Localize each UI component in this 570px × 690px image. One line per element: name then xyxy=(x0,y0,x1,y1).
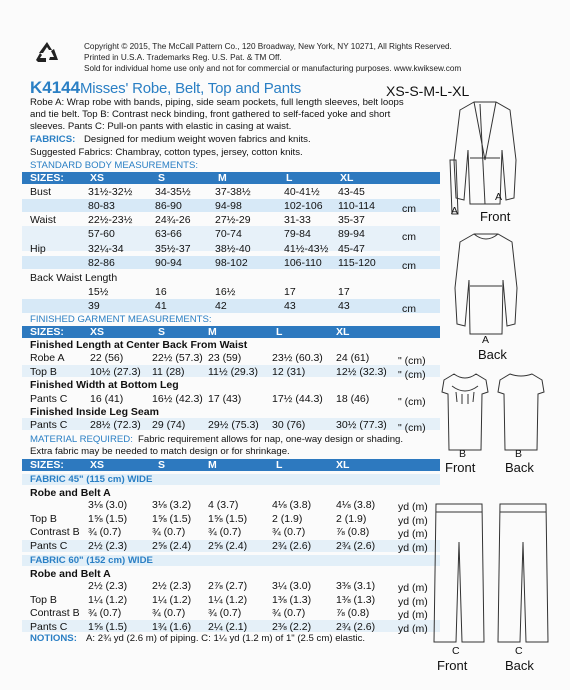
fin-size-s: S xyxy=(158,326,166,338)
bwl-m-cm: 42 xyxy=(215,300,227,312)
size-l: L xyxy=(286,172,293,184)
fabric45-unit: yd (m) xyxy=(398,501,428,513)
fabric60-value: ⅞ (0.8) xyxy=(336,607,370,619)
bust-m-cm: 94-98 xyxy=(215,200,242,212)
robe-back-label: Back xyxy=(478,347,507,362)
bust-unit: cm xyxy=(402,203,416,215)
fabric60-value: ¾ (0.7) xyxy=(208,607,242,619)
fin-pantsl-m: 29½ (75.3) xyxy=(208,419,259,431)
fabric60-unit: yd (m) xyxy=(398,595,428,608)
fabric45-value: 2⅝ (2.4) xyxy=(152,539,192,552)
pants-front-letter: C xyxy=(452,645,460,657)
fin-robe-xs: 22 (56) xyxy=(90,352,124,364)
bwl-s-cm: 41 xyxy=(155,300,167,312)
fabric45-value: ¾ (0.7) xyxy=(208,526,242,538)
notions-text: A: 2¾ yd (2.6 m) of piping. C: 1¼ yd (1.2 m) of 1" (2.5 cm) elastic. xyxy=(86,633,366,644)
fabric45-unit: yd (m) xyxy=(398,514,428,527)
fabric45-value: ⅞ (0.8) xyxy=(336,526,370,538)
robe60-label: Robe and Belt A xyxy=(30,568,111,580)
fin-pantsw-xl: 18 (46) xyxy=(336,393,370,405)
fabric-60-heading: FABRIC 60" (152 cm) WIDE xyxy=(30,555,153,566)
fin-size-m: M xyxy=(208,326,217,338)
fabric60-row-label: Contrast B xyxy=(30,607,80,619)
hip-m-cm: 98-102 xyxy=(215,257,248,269)
sizes-label-3: SIZES: xyxy=(30,459,64,471)
bwl-unit: cm xyxy=(402,303,416,315)
pattern-title: Misses' Robe, Belt, Top and Pants xyxy=(80,80,302,97)
fin-pantsl-xl: 30½ (77.3) xyxy=(336,419,387,431)
fabric45-value: 2½ (2.3) xyxy=(88,539,128,552)
fin-robe-s: 22½ (57.3) xyxy=(152,352,203,364)
fin-pantsl-unit: " (cm) xyxy=(398,422,426,434)
fabric60-unit: yd (m) xyxy=(398,622,428,635)
fabric60-value: 2¾ (2.6) xyxy=(336,620,376,633)
fabrics-text: Designed for medium weight woven fabrics and knits. xyxy=(84,134,311,145)
fin-size-xs: XS xyxy=(90,326,105,338)
size-s: S xyxy=(158,172,166,184)
mat-size-xl: XL xyxy=(336,459,350,471)
top-front-illustration xyxy=(440,372,490,454)
fin-robe-l: 23½ (60.3) xyxy=(272,352,323,364)
fabric45-value: 2¾ (2.6) xyxy=(272,539,312,552)
fabric45-value: 1⅝ (1.5) xyxy=(88,512,128,525)
fin-size-l: L xyxy=(276,326,283,338)
fin-top-label: Top B xyxy=(30,366,57,378)
robe-front-letter: A xyxy=(495,191,503,203)
fabric60-row-label: Top B xyxy=(30,593,57,606)
bust-l-in: 40-41½ xyxy=(284,186,320,198)
bwl-s-in: 16 xyxy=(155,286,167,298)
fin-robe-xl: 24 (61) xyxy=(336,352,370,364)
material-note-2: Extra fabric may be needed to match design or for shrinkage. xyxy=(30,446,290,457)
fin-robe-label: Robe A xyxy=(30,352,65,364)
sizes-label-1: SIZES: xyxy=(30,172,64,184)
fabric45-value: 1⅝ (1.5) xyxy=(208,512,248,525)
fin-top-xl: 12½ (32.3) xyxy=(336,366,387,378)
mat-size-s: S xyxy=(158,459,166,471)
pants-back-label: Back xyxy=(505,658,534,673)
sizes-band-1 xyxy=(22,172,440,184)
mat-size-m: M xyxy=(208,459,217,471)
sizes-band-3 xyxy=(22,459,440,471)
description-line-2: and tie belt. Top B: Contrast neck binding, front gathered to self-faced yoke and short xyxy=(30,109,391,120)
recycle-icon xyxy=(34,40,60,64)
fabric45-value: ¾ (0.7) xyxy=(88,526,122,538)
fabric45-row-label: Contrast B xyxy=(30,526,80,538)
waist-unit: cm xyxy=(402,231,416,243)
fabric60-value: ¾ (0.7) xyxy=(152,607,186,619)
bust-s-cm: 86-90 xyxy=(155,200,182,212)
waist-xs-in: 22½-23½ xyxy=(88,214,133,226)
finished-length-heading: Finished Length at Center Back From Waist xyxy=(30,339,248,351)
fabric60-unit: yd (m) xyxy=(398,582,428,594)
fabrics-label: FABRICS: xyxy=(30,134,76,145)
pants-back-letter: C xyxy=(515,645,523,657)
pants-front-illustration xyxy=(432,502,486,648)
fin-top-unit: " (cm) xyxy=(398,369,426,381)
waist-m-in: 27½-29 xyxy=(215,214,251,226)
top-front-letter: B xyxy=(459,448,467,460)
bwl-xl-in: 17 xyxy=(338,286,350,298)
size-xs: XS xyxy=(90,172,105,184)
fabric60-value: 3⅜ (3.1) xyxy=(336,580,376,592)
fabric45-value: 3⅛ (3.0) xyxy=(88,499,128,511)
fin-size-xl: XL xyxy=(336,326,350,338)
fabric45-value: ¾ (0.7) xyxy=(152,526,186,538)
waist-xl-cm: 89-94 xyxy=(338,228,365,240)
bwl-l-cm: 43 xyxy=(284,300,296,312)
fin-pantsw-label: Pants C xyxy=(30,393,68,405)
fabric45-value: 1⅝ (1.5) xyxy=(152,512,192,525)
pants-back-illustration xyxy=(496,502,550,648)
fabric45-value: 4⅛ (3.8) xyxy=(336,499,376,511)
fin-pantsw-m: 17 (43) xyxy=(208,393,242,405)
fabric45-value: 2¾ (2.6) xyxy=(336,539,376,552)
fabric60-value: 1⅜ (1.3) xyxy=(336,593,376,606)
bwl-xs-in: 15½ xyxy=(88,286,109,298)
fabric45-unit: yd (m) xyxy=(398,541,428,554)
fabric60-value: 1¼ (1.2) xyxy=(208,593,248,606)
fabric60-value: 1¼ (1.2) xyxy=(88,593,128,606)
hip-xs-cm: 82-86 xyxy=(88,257,115,269)
sizes-band-2 xyxy=(22,326,440,338)
waist-s-cm: 63-66 xyxy=(155,228,182,240)
waist-s-in: 24¾-26 xyxy=(155,214,191,226)
pattern-code: K4144 xyxy=(30,78,81,97)
fabric45-row-label: Pants C xyxy=(30,539,68,552)
fin-robe-unit: " (cm) xyxy=(398,355,426,367)
fabric60-value: 1⅜ (1.3) xyxy=(272,593,312,606)
top-back-illustration xyxy=(496,372,546,454)
bust-xs-in: 31½-32½ xyxy=(88,186,133,198)
fabric60-unit: yd (m) xyxy=(398,609,428,621)
fabric45-value: 2 (1.9) xyxy=(272,512,303,525)
fabric-45-heading: FABRIC 45" (115 cm) WIDE xyxy=(30,474,153,485)
fabric45-value: 4 (3.7) xyxy=(208,499,239,511)
fabric45-row-label: Top B xyxy=(30,512,57,525)
finished-width-heading: Finished Width at Bottom Leg xyxy=(30,379,179,391)
bust-label: Bust xyxy=(30,186,52,198)
hip-xs-in: 32¼-34 xyxy=(88,243,124,255)
finished-leg-heading: Finished Inside Leg Seam xyxy=(30,406,159,418)
top-back-letter: B xyxy=(515,448,523,460)
body-measurements-heading: STANDARD BODY MEASUREMENTS: xyxy=(30,160,199,171)
fabric60-value: ¾ (0.7) xyxy=(272,607,306,619)
fin-pantsw-l: 17½ (44.3) xyxy=(272,393,323,405)
robe-front-label: Front xyxy=(480,209,511,224)
hip-label: Hip xyxy=(30,243,46,255)
fabric60-value: 2½ (2.3) xyxy=(88,580,128,592)
back-waist-label: Back Waist Length xyxy=(30,272,118,284)
bust-xl-cm: 110-114 xyxy=(338,200,375,212)
hip-xl-cm: 115-120 xyxy=(338,257,376,269)
description-line-3: sleeves. Pants C: Pull-on pants with elastic in casing at waist. xyxy=(30,121,292,132)
hip-l-cm: 106-110 xyxy=(284,257,322,269)
hip-xl-in: 45-47 xyxy=(338,243,365,255)
fin-top-xs: 10½ (27.3) xyxy=(90,366,141,378)
mat-size-l: L xyxy=(276,459,283,471)
suggested-fabrics: Suggested Fabrics: Chambray, cotton types, jersey, cotton knits. xyxy=(30,147,303,158)
size-m: M xyxy=(218,172,227,184)
bwl-m-in: 16½ xyxy=(215,286,236,298)
fin-top-l: 12 (31) xyxy=(272,366,306,378)
bust-s-in: 34-35½ xyxy=(155,186,191,198)
fin-top-m: 11½ (29.3) xyxy=(208,366,259,378)
fabric60-value: ¾ (0.7) xyxy=(88,607,122,619)
robe-back-letter: A xyxy=(482,334,490,346)
size-range: XS-S-M-L-XL xyxy=(386,83,470,99)
bwl-l-in: 17 xyxy=(284,286,296,298)
fabric45-value: 2 (1.9) xyxy=(336,512,367,525)
fin-pantsw-unit: " (cm) xyxy=(398,396,426,408)
fin-top-s: 11 (28) xyxy=(152,366,185,378)
bust-xl-in: 43-45 xyxy=(338,186,365,198)
fin-pantsl-s: 29 (74) xyxy=(152,419,186,431)
size-xl: XL xyxy=(340,172,354,184)
fabric60-value: 1¾ (1.6) xyxy=(152,620,192,633)
waist-xs-cm: 57-60 xyxy=(88,228,115,240)
mat-size-xs: XS xyxy=(90,459,105,471)
material-note-1: Fabric requirement allows for nap, one-way design or shading. xyxy=(138,434,404,445)
fabric60-value: 2¼ (2.1) xyxy=(208,620,248,633)
fin-pantsl-l: 30 (76) xyxy=(272,419,306,431)
material-heading: MATERIAL REQUIRED: xyxy=(30,434,133,445)
bwl-xl-cm: 43 xyxy=(338,300,350,312)
bust-m-in: 37-38½ xyxy=(215,186,251,198)
fabric60-value: 2½ (2.3) xyxy=(152,580,192,592)
fin-pantsl-label: Pants C xyxy=(30,419,68,431)
hip-s-cm: 90-94 xyxy=(155,257,182,269)
robe45-label: Robe and Belt A xyxy=(30,487,111,499)
copyright-line-3: Sold for individual home use only and not for commercial or manufacturing purposes. www.kwiksew.com xyxy=(84,64,462,73)
hip-m-in: 38½-40 xyxy=(215,243,251,255)
description-line-1: Robe A: Wrap robe with bands, piping, side seam pockets, full length sleeves, belt loops xyxy=(30,97,404,108)
copyright-line-1: Copyright © 2015, The McCall Pattern Co., 120 Broadway, New York, NY 10271, All Rights Reserved. xyxy=(84,42,452,51)
sizes-label-2: SIZES: xyxy=(30,326,64,338)
waist-label: Waist xyxy=(30,214,56,226)
bust-xs-cm: 80-83 xyxy=(88,200,115,212)
bust-l-cm: 102-106 xyxy=(284,200,323,212)
belt-letter: A xyxy=(451,205,459,217)
waist-l-in: 31-33 xyxy=(284,214,311,226)
waist-m-cm: 70-74 xyxy=(215,228,242,240)
finished-heading: FINISHED GARMENT MEASUREMENTS: xyxy=(30,314,212,325)
fabric45-unit: yd (m) xyxy=(398,528,428,540)
top-front-label: Front xyxy=(445,460,476,475)
notions-label: NOTIONS: xyxy=(30,633,77,644)
fin-pantsw-s: 16½ (42.3) xyxy=(152,393,203,405)
fabric60-value: 3¼ (3.0) xyxy=(272,580,312,592)
fabric60-value: 1⅝ (1.5) xyxy=(88,620,128,633)
fabric60-value: 2⅜ (2.2) xyxy=(272,620,312,633)
bwl-xs-cm: 39 xyxy=(88,300,100,312)
pants-front-label: Front xyxy=(437,658,468,673)
fabric45-value: ¾ (0.7) xyxy=(272,526,306,538)
fabric60-value: 1¼ (1.2) xyxy=(152,593,192,606)
fabric45-value: 2⅝ (2.4) xyxy=(208,539,248,552)
fabric45-value: 3⅛ (3.2) xyxy=(152,499,192,511)
copyright-line-2: Printed in U.S.A. Trademarks Reg. U.S. Pat. & TM Off. xyxy=(84,53,282,62)
fabric60-row-label: Pants C xyxy=(30,620,68,633)
fin-pantsl-xs: 28½ (72.3) xyxy=(90,419,141,431)
fabric45-value: 4⅛ (3.8) xyxy=(272,499,312,511)
fabric60-value: 2⅞ (2.7) xyxy=(208,580,248,592)
top-back-label: Back xyxy=(505,460,534,475)
fin-pantsw-xs: 16 (41) xyxy=(90,393,124,405)
hip-unit: cm xyxy=(402,260,416,272)
hip-s-in: 35½-37 xyxy=(155,243,191,255)
waist-l-cm: 79-84 xyxy=(284,228,311,240)
hip-l-in: 41½-43½ xyxy=(284,243,329,255)
robe-back-illustration xyxy=(452,232,520,338)
fin-robe-m: 23 (59) xyxy=(208,352,242,364)
waist-xl-in: 35-37 xyxy=(338,214,365,226)
